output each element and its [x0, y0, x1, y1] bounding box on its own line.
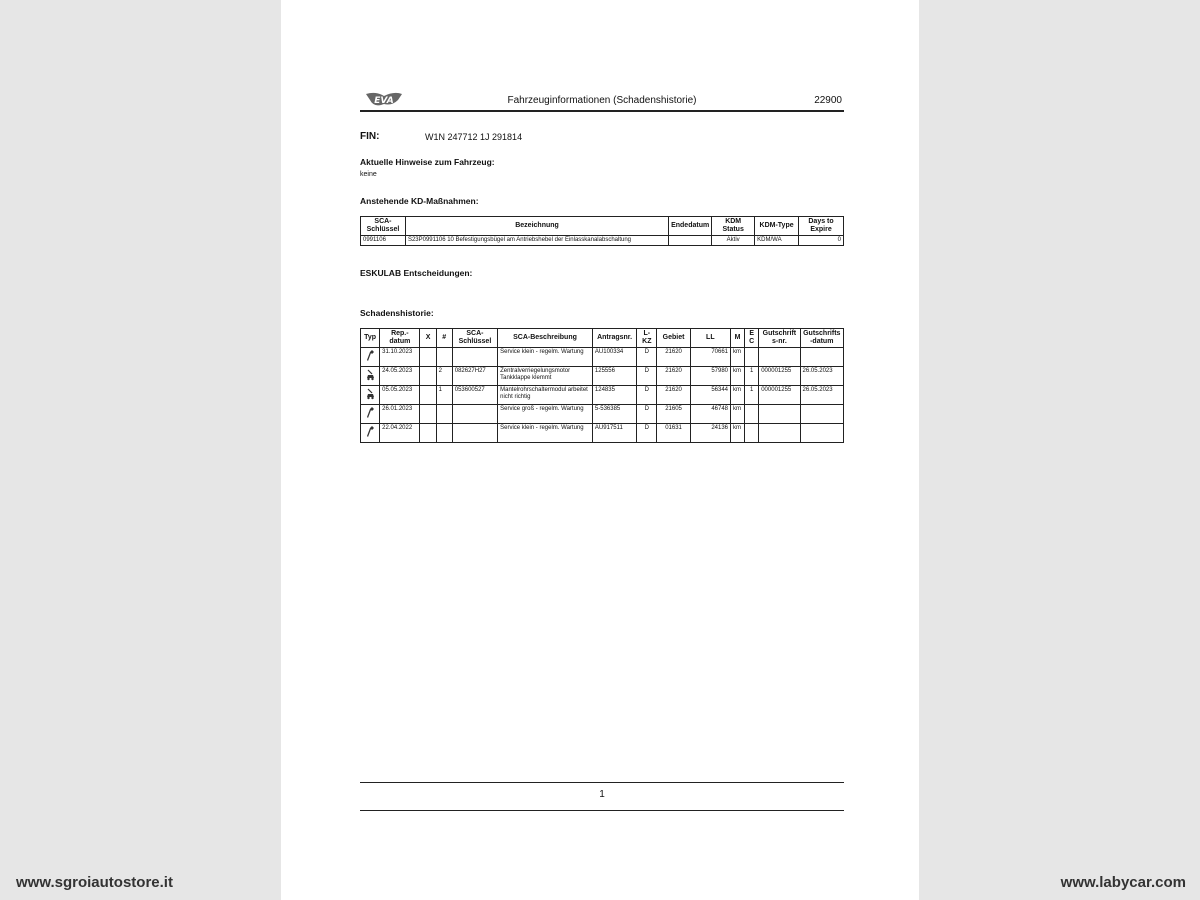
schaden-cell: [745, 405, 759, 424]
document-title: Fahrzeuginformationen (Schadenshistorie): [507, 95, 697, 106]
schaden-col-header: SCA-Schlüssel: [452, 329, 497, 348]
hinweise-heading: Aktuelle Hinweise zum Fahrzeug:: [360, 157, 495, 167]
schaden-cell: D: [637, 348, 657, 367]
kd-col-header: Bezeichnung: [405, 217, 668, 236]
table-row: [361, 424, 844, 443]
schaden-cell: Service groß - regelm. Wartung: [498, 405, 593, 424]
kd-cell: [669, 236, 712, 246]
schaden-cell: 56344: [690, 386, 730, 405]
svg-text:EVA: EVA: [374, 96, 394, 106]
schaden-cell: 21620: [657, 348, 690, 367]
kd-header-row: [361, 217, 844, 236]
watermark-left: www.sgroiautostore.it: [16, 874, 173, 891]
typ-cell: [361, 424, 380, 443]
schaden-cell: [420, 405, 436, 424]
schaden-cell: [420, 424, 436, 443]
schaden-cell: 125556: [592, 367, 636, 386]
schaden-cell: [745, 424, 759, 443]
document-header: [360, 86, 844, 112]
schaden-col-header: Gutschrift s-nr.: [759, 329, 800, 348]
schaden-col-header: #: [436, 329, 452, 348]
schaden-cell: km: [731, 367, 745, 386]
fin-value: W1N 247712 1J 291814: [425, 132, 523, 142]
schaden-cell: 1: [745, 386, 759, 405]
schaden-col-header: Gebiet: [657, 329, 690, 348]
schaden-cell: [420, 386, 436, 405]
schaden-cell: 053600527: [452, 386, 497, 405]
schaden-cell: km: [731, 405, 745, 424]
schaden-cell: 21620: [657, 386, 690, 405]
schaden-cell: 1: [745, 367, 759, 386]
schaden-cell: [800, 348, 843, 367]
kd-table: [360, 216, 844, 246]
schaden-cell: 082627H27: [452, 367, 497, 386]
schaden-header-row: [361, 329, 844, 348]
schaden-table: [360, 328, 844, 443]
footer-divider: [360, 782, 844, 783]
schaden-col-header: E C: [745, 329, 759, 348]
typ-cell: [361, 386, 380, 405]
repair-car-icon: [366, 388, 375, 400]
schaden-cell: 22.04.2022: [380, 424, 420, 443]
schaden-cell: [436, 405, 452, 424]
fin-label: FIN:: [360, 131, 380, 142]
schaden-cell: [800, 424, 843, 443]
schaden-cell: 05.05.2023: [380, 386, 420, 405]
kd-col-header: KDM Status: [712, 217, 755, 236]
schaden-cell: [420, 367, 436, 386]
schaden-col-header: LL: [690, 329, 730, 348]
schaden-cell: AU100334: [592, 348, 636, 367]
hinweise-text: keine: [360, 171, 377, 178]
service-wrench-icon: [366, 426, 375, 438]
schaden-cell: [759, 405, 800, 424]
schaden-cell: 21605: [657, 405, 690, 424]
schaden-cell: D: [637, 367, 657, 386]
schaden-cell: 26.05.2023: [800, 386, 843, 405]
footer-divider: [360, 810, 844, 811]
kd-cell: S23P0991106 10 Befestigungsbügel am Antriebshebel der Einlasskanalabschaltung: [405, 236, 668, 246]
schaden-col-header: L-KZ: [637, 329, 657, 348]
schaden-cell: [800, 405, 843, 424]
schaden-cell: [436, 348, 452, 367]
table-row: [361, 236, 844, 246]
schaden-cell: Service klein - regelm. Wartung: [498, 348, 593, 367]
schaden-cell: 000001255: [759, 367, 800, 386]
schaden-cell: D: [637, 386, 657, 405]
schaden-col-header: Typ: [361, 329, 380, 348]
schaden-cell: [420, 348, 436, 367]
schaden-cell: [759, 348, 800, 367]
schaden-cell: Mantelrohrschaltermodul arbeitet nicht richtig: [498, 386, 593, 405]
kd-cell: 0: [799, 236, 844, 246]
schaden-heading: Schadenshistorie:: [360, 308, 434, 318]
schaden-cell: 01631: [657, 424, 690, 443]
schaden-cell: Zentralverriegelungsmotor Tankklappe klemmt: [498, 367, 593, 386]
schaden-col-header: Antragsnr.: [592, 329, 636, 348]
schaden-cell: 1: [436, 386, 452, 405]
schaden-cell: D: [637, 424, 657, 443]
kd-col-header: KDM-Type: [755, 217, 799, 236]
table-row: [361, 405, 844, 424]
schaden-cell: [759, 424, 800, 443]
service-wrench-icon: [366, 407, 375, 419]
schaden-cell: km: [731, 348, 745, 367]
kd-cell: KDM/WA: [755, 236, 799, 246]
watermark-right: www.labycar.com: [1060, 874, 1186, 891]
schaden-cell: 2: [436, 367, 452, 386]
schaden-col-header: SCA-Beschreibung: [498, 329, 593, 348]
schaden-cell: D: [637, 405, 657, 424]
schaden-cell: 5-536385: [592, 405, 636, 424]
schaden-cell: [436, 424, 452, 443]
schaden-cell: km: [731, 386, 745, 405]
kd-col-header: Days to Expire: [799, 217, 844, 236]
schaden-cell: 124835: [592, 386, 636, 405]
schaden-col-header: Rep.-datum: [380, 329, 420, 348]
eskulab-heading: ESKULAB Entscheidungen:: [360, 268, 473, 278]
table-row: [361, 367, 844, 386]
schaden-cell: 46748: [690, 405, 730, 424]
document-number: 22900: [814, 95, 842, 106]
kd-col-header: SCA-Schlüssel: [361, 217, 406, 236]
schaden-cell: 000001255: [759, 386, 800, 405]
schaden-cell: 24136: [690, 424, 730, 443]
table-row: [361, 386, 844, 405]
schaden-cell: 57980: [690, 367, 730, 386]
schaden-cell: AU917511: [592, 424, 636, 443]
kd-heading: Anstehende KD-Maßnahmen:: [360, 196, 479, 206]
table-row: [361, 348, 844, 367]
typ-cell: [361, 348, 380, 367]
schaden-cell: 24.05.2023: [380, 367, 420, 386]
repair-car-icon: [366, 369, 375, 381]
kd-cell: 0991106: [361, 236, 406, 246]
service-wrench-icon: [366, 350, 375, 362]
schaden-cell: 26.05.2023: [800, 367, 843, 386]
schaden-col-header: Gutschrifts -datum: [800, 329, 843, 348]
schaden-cell: 26.01.2023: [380, 405, 420, 424]
schaden-cell: km: [731, 424, 745, 443]
schaden-cell: [452, 424, 497, 443]
page-number: 1: [599, 789, 605, 800]
schaden-cell: 31.10.2023: [380, 348, 420, 367]
kd-col-header: Endedatum: [669, 217, 712, 236]
schaden-cell: 21620: [657, 367, 690, 386]
schaden-cell: 70661: [690, 348, 730, 367]
typ-cell: [361, 367, 380, 386]
typ-cell: [361, 405, 380, 424]
schaden-cell: [745, 348, 759, 367]
schaden-col-header: M: [731, 329, 745, 348]
schaden-col-header: X: [420, 329, 436, 348]
schaden-cell: [452, 348, 497, 367]
schaden-cell: [452, 405, 497, 424]
schaden-cell: Service klein - regelm. Wartung: [498, 424, 593, 443]
kd-cell: Aktiv: [712, 236, 755, 246]
document-page: [281, 0, 919, 900]
